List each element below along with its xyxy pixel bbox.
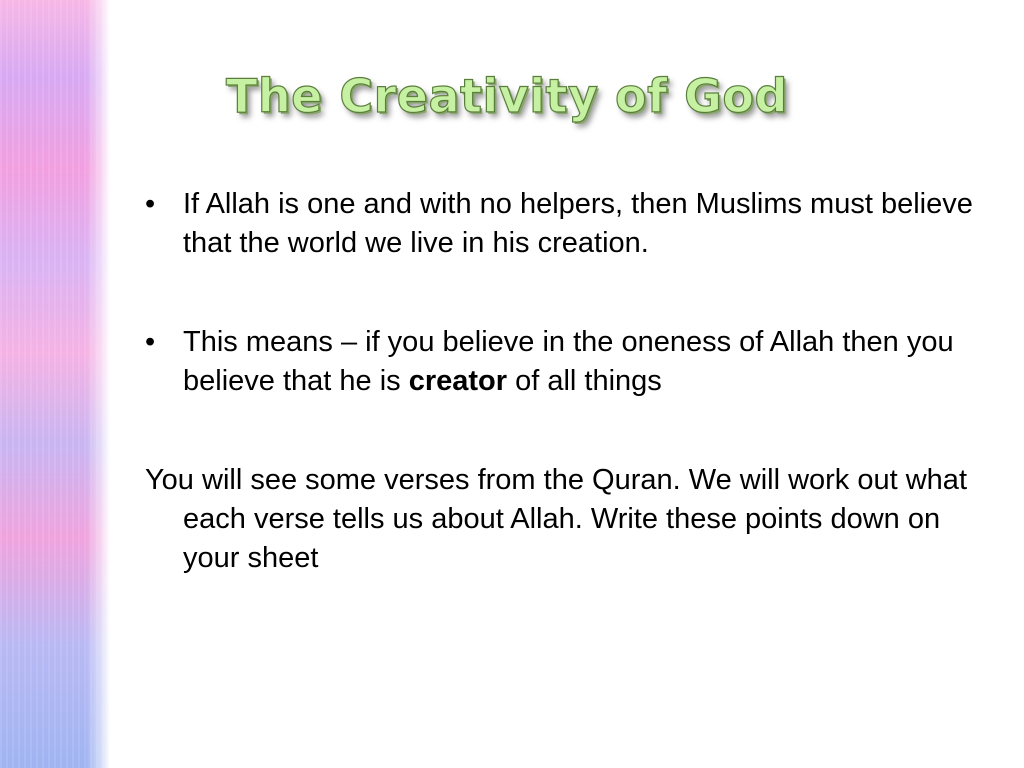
slide-body xyxy=(145,185,975,578)
bullet-item-1 xyxy=(145,185,975,263)
bullet-emphasis-creator: creator xyxy=(408,365,508,397)
bullet-text: If Allah is one and with no helpers, then Muslims must believe that the world we live in his creation. xyxy=(183,188,973,259)
bullet-item-2 xyxy=(145,323,975,401)
bullet-marker: • xyxy=(145,326,156,358)
slide-title xyxy=(0,66,1024,126)
instruction-paragraph: You will see some verses from the Quran. We will work out what each verse tells us about Allah. Write these points down on your sheet xyxy=(145,464,967,574)
bullet-text-after: of all things xyxy=(507,365,662,397)
bullet-marker: • xyxy=(145,188,156,220)
bullet-text-before: This means – if you believe in the oneness of Allah then you believe that he is xyxy=(183,326,954,397)
slide-title-text: The Creativity of God xyxy=(226,69,788,123)
